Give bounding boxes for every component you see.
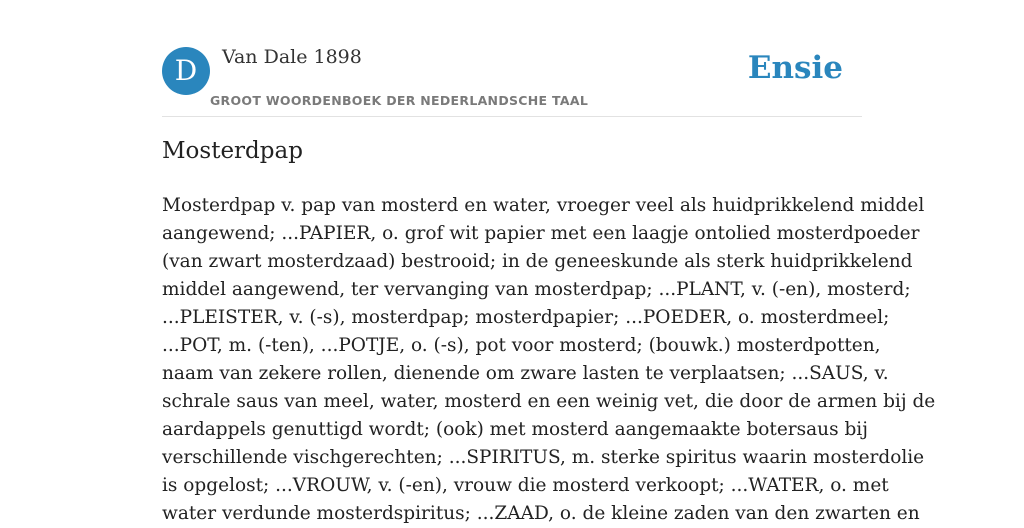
ensie-brand-logo[interactable]: Ensie	[747, 50, 843, 86]
entry-body	[162, 192, 936, 528]
dictionary-subtitle: GROOT WOORDENBOEK DER NEDERLANDSCHE TAAL	[210, 93, 589, 108]
entry-line: ...POT, m. (-ten), ...POTJE, o. (-s), pot voor mosterd; (bouwk.) mosterdpotten,	[162, 335, 881, 356]
entry-line: aardappels genuttigd wordt; (ook) met mosterd aangemaakte botersaus bij	[162, 419, 868, 440]
entry-line: is opgelost; ...VROUW, v. (-en), vrouw die mosterd verkoopt; ...WATER, o. met	[162, 475, 889, 496]
entry-line: Mosterdpap v. pap van mosterd en water, vroeger veel als huidprikkelend middel	[162, 195, 925, 216]
dictionary-logo-icon[interactable]: D	[162, 47, 210, 95]
entry-line: ...PLEISTER, v. (-s), mosterdpap; mosterdpapier; ...POEDER, o. mosterdmeel;	[162, 307, 890, 328]
entry-line: naam van zekere rollen, dienende om zware lasten te verplaatsen; ...SAUS, v.	[162, 363, 889, 384]
entry-line: water verdunde mosterdspiritus; ...ZAAD, o. de kleine zaden van den zwarten en	[162, 503, 920, 524]
entry-line: aangewend; ...PAPIER, o. grof wit papier met een laagje ontolied mosterdpoeder	[162, 223, 920, 244]
entry-line: verschillende vischgerechten; ...SPIRITUS, m. sterke spiritus waarin mosterdolie	[162, 447, 925, 468]
dictionary-title[interactable]: Van Dale 1898	[222, 46, 362, 68]
entry-line: (van zwart mosterdzaad) bestrooid; in de geneeskunde als sterk huidprikkelend	[162, 251, 913, 272]
entry-line: schrale saus van meel, water, mosterd en een weinig vet, die door de armen bij de	[162, 391, 936, 412]
dictionary-header	[162, 40, 862, 117]
entry-title: Mosterdpap	[162, 138, 303, 164]
entry-line: middel aangewend, ter vervanging van mosterdpap; ...PLANT, v. (-en), mosterd;	[162, 279, 911, 300]
